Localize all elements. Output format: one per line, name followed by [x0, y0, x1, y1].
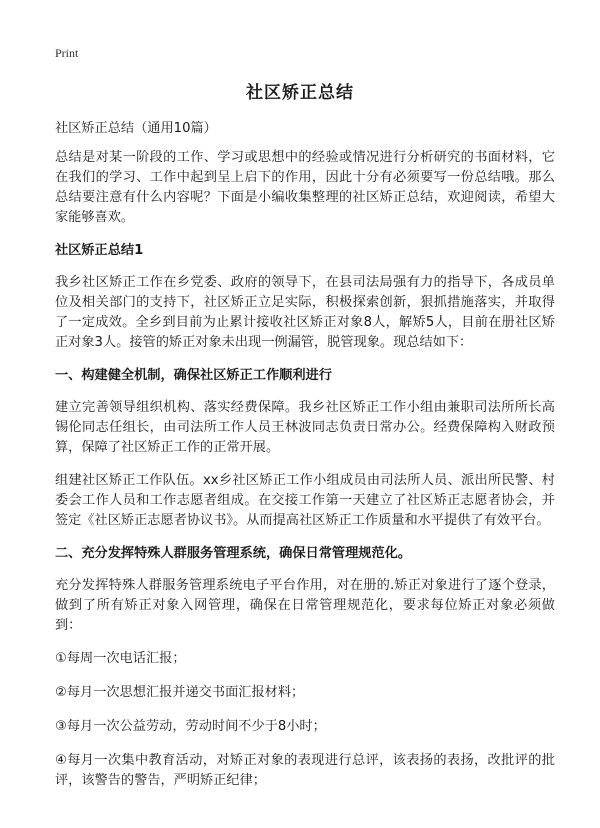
subsection-heading-one: 一、构建健全机制，确保社区矫正工作顺利进行	[55, 368, 332, 383]
subsection-paragraph: 充分发挥特殊人群服务管理系统电子平台作用，对在册的.矫正对象进行了逐个登录，做到了所有矫正对象入网管理，确保在日常管理规范化，要求每位矫正对象必须做到：	[55, 578, 555, 633]
page-title: 社区矫正总结	[246, 83, 354, 103]
document-subtitle: 社区矫正总结（通用10篇）	[55, 121, 217, 136]
print-link[interactable]: Print	[55, 46, 79, 60]
subsection-paragraph: 建立完善领导组织机构、落实经费保障。我乡社区矫正工作小组由兼职司法所所长高锡伦同志任组长，由司法所工作人员王林波同志负责日常办公。经费保障构入财政预算，保障了社区矫正工作的正常开展。	[55, 400, 555, 455]
intro-paragraph: 总结是对某一阶段的工作、学习或思想中的经验或情况进行分析研究的书面材料，它在我们的学习、工作中起到呈上启下的作用，因此十分有必须要写一份总结哦。那么总结要注意有什么内容呢？下面是小编收集整理的社区矫正总结，欢迎阅读，希望大家能够喜欢。	[55, 150, 555, 225]
list-item: ④每月一次集中教育活动，对矫正对象的表现进行总评，该表扬的表扬，改批评的批评，该警告的警告，严明矫正纪律；	[55, 753, 555, 788]
list-item: ②每月一次思想汇报并递交书面汇报材料；	[55, 685, 305, 700]
list-item: ③每月一次公益劳动，劳动时间不少于8小时；	[55, 719, 326, 734]
section-paragraph: 我乡社区矫正工作在乡党委、政府的领导下，在县司法局强有力的指导下，各成员单位及相关部门的支持下，社区矫正立足实际，积极探索创新，狠抓措施落实，并取得了一定成效。全乡到目前为止累计接收社区矫正对象8人，解矫5人，目前在册社区矫正对象3人。接管的矫正对象未出现一例漏管，脱管现象。现总结如下：	[55, 275, 555, 350]
subsection-heading-two: 二、充分发挥特殊人群服务管理系统，确保日常管理规范化。	[55, 546, 412, 561]
list-item: ①每周一次电话汇报；	[55, 651, 186, 666]
document-body	[55, 119, 555, 805]
subsection-paragraph: 组建社区矫正工作队伍。xx乡社区矫正工作小组成员由司法所人员、派出所民警、村委会工作人员和工作志愿者组成。在交接工作第一天建立了社区矫正志愿者协会，并签定《社区矫正志愿者协议书》。从而提高社区矫正工作质量和水平提供了有效平台。	[55, 473, 555, 528]
section-heading: 社区矫正总结1	[55, 243, 144, 258]
